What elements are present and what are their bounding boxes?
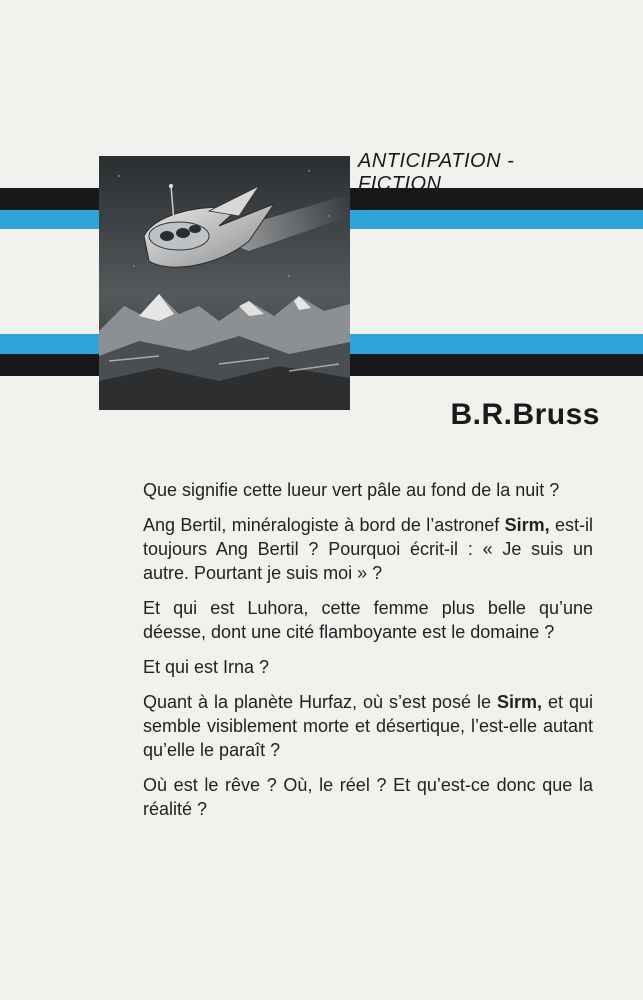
author-name: B.R.Bruss bbox=[450, 398, 600, 431]
blurb-paragraph-5 bbox=[143, 690, 593, 762]
spaceship-over-mountains-illustration bbox=[99, 156, 350, 410]
ship-name: Sirm, bbox=[504, 515, 550, 535]
blurb-text: est-il toujours Ang Bertil ? Pourquoi écrit-il : « Je suis un autre. Pourtant je suis moi » ? bbox=[143, 515, 593, 583]
blurb-paragraph-6: Où est le rêve ? Où, le réel ? Et qu’est-ce donc que la réalité ? bbox=[143, 775, 593, 819]
series-label: ANTICIPATION - FICTION bbox=[358, 150, 515, 195]
blurb bbox=[143, 478, 593, 832]
blurb-paragraph-4: Et qui est Irna ? bbox=[143, 657, 270, 677]
blurb-text: Ang Bertil, minéralogiste à bord de l’astronef bbox=[143, 515, 505, 535]
blurb-text: Quant à la planète Hurfaz, où s’est posé le bbox=[143, 692, 497, 712]
blurb-text: et qui semble visiblement morte et désertique, l’est-elle autant qu’elle le paraît ? bbox=[143, 692, 593, 760]
blurb-paragraph-3: Et qui est Luhora, cette femme plus belle qu’une déesse, dont une cité flamboyante est le domaine ? bbox=[143, 598, 593, 642]
ship-name: Sirm, bbox=[496, 692, 542, 712]
cover-illustration bbox=[99, 156, 350, 410]
blurb-paragraph-2 bbox=[143, 513, 593, 585]
blurb-paragraph-1: Que signifie cette lueur vert pâle au fond de la nuit ? bbox=[143, 480, 560, 500]
